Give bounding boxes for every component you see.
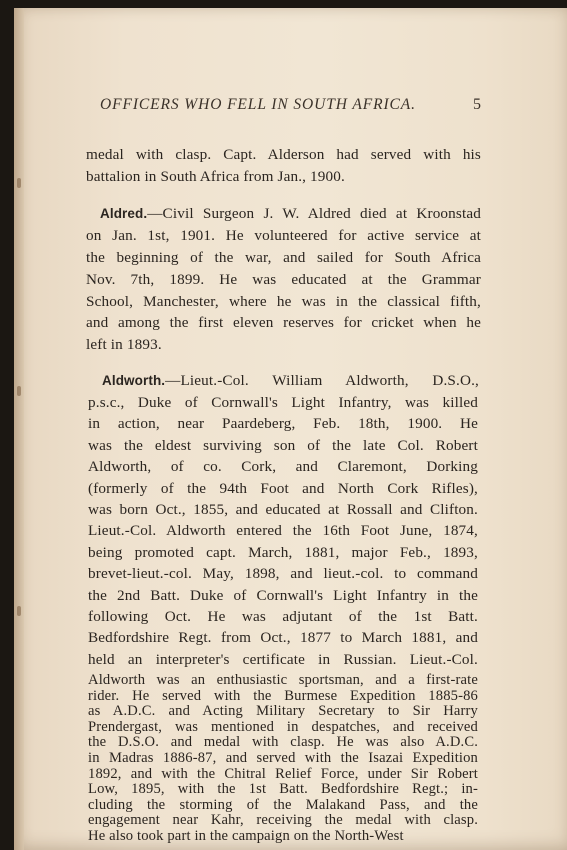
text-line: Nov. 7th, 1899. He was educated at the Grammar (86, 271, 481, 288)
text-line: Aldworth was an enthusiastic sportsman, and a first-rate (88, 672, 478, 688)
text-line: held an interpreter's certificate in Russian. Lieut.-Col. (88, 650, 478, 668)
text-line: left in 1893. (86, 336, 162, 353)
entry-name: Aldred. (100, 206, 148, 221)
text-line: brevet-lieut.-col. May, 1898, and lieut.-col. to command (88, 565, 478, 583)
text-line: medal with clasp. Capt. Alderson had served with his (86, 146, 481, 163)
text-line: as A.D.C. and Acting Military Secretary to Sir Harry (88, 703, 478, 720)
text-line: was the eldest surviving son of the late Col. Robert (88, 436, 478, 454)
text-line: engagement near Kahr, receiving the medal with clasp. (88, 812, 478, 829)
text-line: on Jan. 1st, 1901. He volunteered for active service at (86, 227, 481, 244)
binding-gutter (14, 8, 24, 850)
text-line: (formerly of the 94th Foot and North Cork Rifles), (88, 479, 478, 497)
text-line: the D.S.O. and medal with clasp. He was also A.D.C. (88, 734, 478, 751)
text-line: cluding the storming of the Malakand Pass, and the (88, 796, 478, 813)
binding-stitch-mark (17, 386, 21, 396)
text-line: Lieut.-Col. Aldworth entered the 16th Foot June, 1874, (88, 522, 478, 540)
text-line: 1892, and with the Chitral Relief Force, under Sir Robert (88, 765, 478, 782)
text-line: battalion in South Africa from Jan., 1900. (86, 168, 345, 185)
text-line: the beginning of the war, and sailed for South Africa (86, 249, 481, 266)
entry-text: —Lieut.-Col. William Aldworth, D.S.O., (165, 372, 479, 389)
text-line: was born Oct., 1855, and educated at Rossall and Clifton. (88, 501, 478, 518)
page-number: 5 (473, 96, 481, 113)
text-line: Bedfordshire Regt. from Oct., 1877 to March 1881, and (88, 629, 478, 647)
text-line: Aldworth, of co. Cork, and Claremont, Dorking (88, 458, 478, 476)
text-line: being promoted capt. March, 1881, major Feb., 1893, (88, 543, 478, 561)
text-line: He also took part in the campaign on the North-West (88, 828, 404, 844)
entry-text: —Civil Surgeon J. W. Aldred died at Kroonstad (147, 205, 481, 222)
running-title: OFFICERS WHO FELL IN SOUTH AFRICA. (100, 96, 416, 113)
text-line: p.s.c., Duke of Cornwall's Light Infantry, was killed (88, 394, 478, 411)
text-line: the 2nd Batt. Duke of Cornwall's Light Infantry in the (88, 586, 478, 604)
text-line: in Madras 1886-87, and served with the Isazai Expedition (88, 750, 478, 766)
entry-first-line (102, 372, 479, 390)
text-line: Prendergast, was mentioned in despatches, and received (88, 718, 478, 735)
text-line: and among the first eleven reserves for cricket when he (86, 314, 481, 331)
binding-stitch-mark (17, 606, 21, 616)
text-line: Low, 1895, with the 1st Batt. Bedfordshire Regt.; in- (88, 781, 478, 798)
text-line: rider. He served with the Burmese Expedition 1885-86 (88, 687, 478, 704)
entry-name: Aldworth. (102, 373, 166, 388)
entry-first-line (100, 205, 481, 223)
text-line: in action, near Paardeberg, Feb. 18th, 1900. He (88, 415, 478, 433)
text-line: following Oct. He was adjutant of the 1st Batt. (88, 608, 478, 625)
text-line: School, Manchester, where he was in the classical fifth, (86, 293, 481, 310)
binding-stitch-mark (17, 178, 21, 188)
